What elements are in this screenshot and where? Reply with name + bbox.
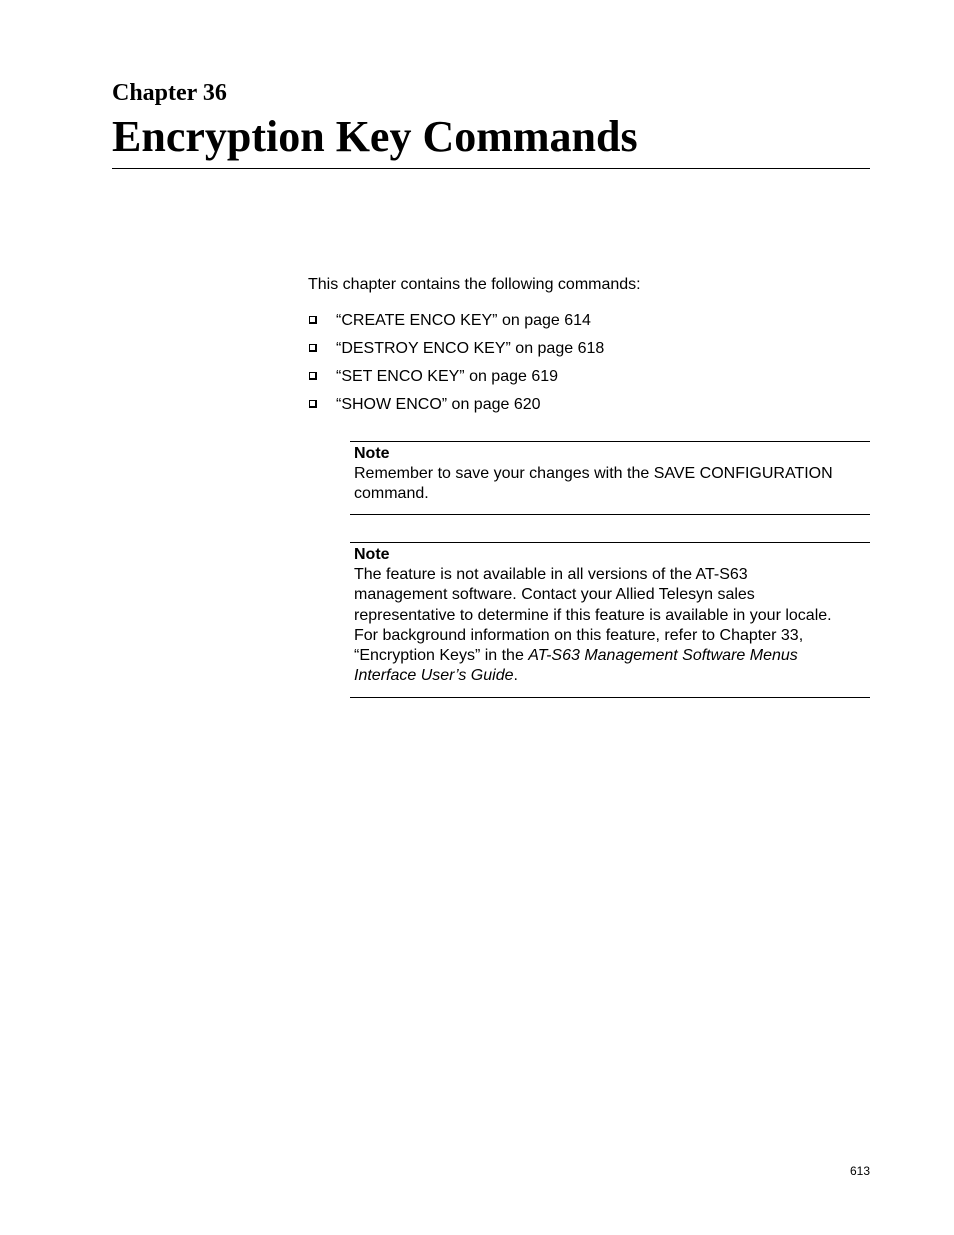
- intro-text: This chapter contains the following commands:: [308, 276, 641, 293]
- checkbox-bullet-icon: [309, 316, 317, 324]
- note-ref-prefix: “Encryption Keys” in the: [354, 647, 529, 665]
- list-item: [308, 311, 604, 339]
- command-link[interactable]: “SHOW ENCO” on page 620: [336, 396, 541, 413]
- guide-title-line2: Interface User’s Guide: [354, 667, 514, 685]
- checkbox-bullet-icon: [309, 372, 317, 380]
- list-item: [308, 395, 604, 423]
- note-ref-suffix: .: [513, 667, 518, 685]
- guide-title-line1: AT-S63 Management Software Menus: [528, 647, 798, 665]
- chapter-title: Encryption Key Commands: [112, 112, 638, 161]
- command-link[interactable]: “DESTROY ENCO KEY” on page 618: [336, 340, 605, 357]
- note-save-config: [350, 441, 870, 515]
- list-item: [308, 339, 604, 367]
- note-heading: Note: [354, 445, 390, 462]
- note-line: representative to determine if this feature is available in your locale.: [354, 606, 832, 624]
- note-availability: [350, 542, 870, 698]
- command-list: [308, 311, 604, 423]
- list-item: [308, 367, 604, 395]
- checkbox-bullet-icon: [309, 400, 317, 408]
- note-line: management software. Contact your Allied Telesyn sales: [354, 586, 755, 604]
- note-body: Remember to save your changes with the SAVE CONFIGURATION command.: [354, 465, 833, 503]
- chapter-label: Chapter 36: [112, 80, 227, 106]
- command-link[interactable]: “CREATE ENCO KEY” on page 614: [336, 312, 591, 329]
- command-link[interactable]: “SET ENCO KEY” on page 619: [336, 368, 559, 385]
- page-number: 613: [850, 1164, 871, 1178]
- note-line: For background information on this feature, refer to Chapter 33,: [354, 626, 804, 644]
- note-line: The feature is not available in all versions of the AT-S63: [354, 566, 748, 584]
- title-rule: [112, 168, 870, 169]
- note-heading: Note: [354, 546, 390, 563]
- checkbox-bullet-icon: [309, 344, 317, 352]
